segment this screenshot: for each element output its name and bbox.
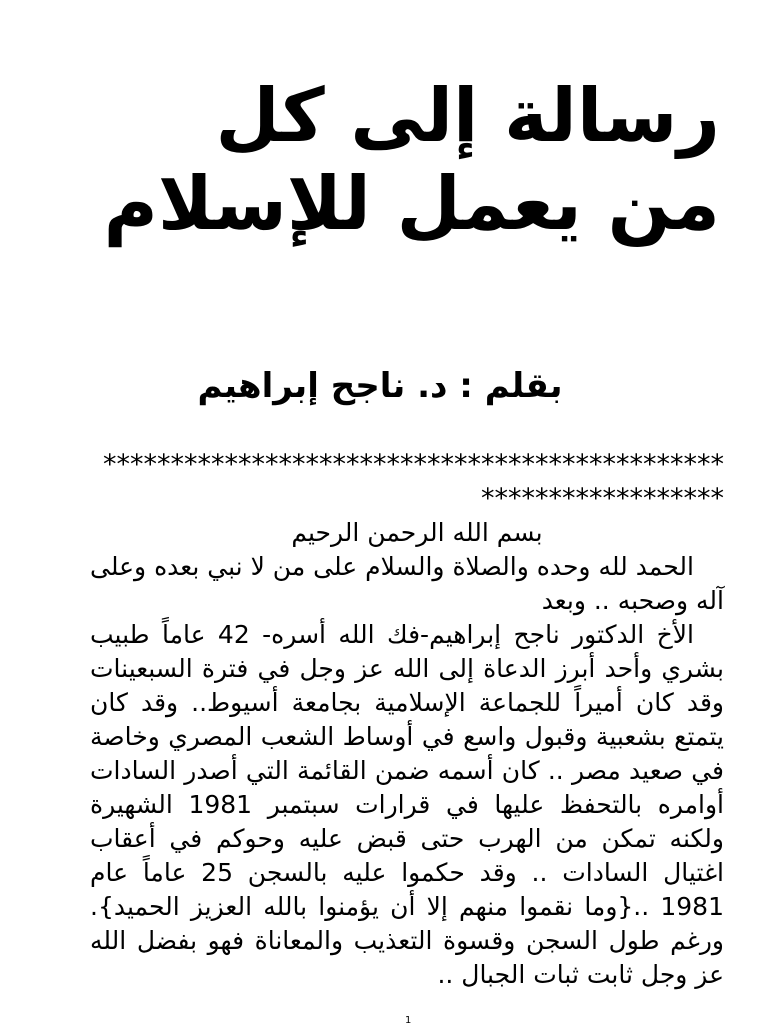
page-number: 1 bbox=[405, 1015, 412, 1024]
separator-line: **************************************************************** bbox=[103, 449, 724, 514]
basmala: بسم الله الرحمن الرحيم bbox=[291, 518, 543, 547]
paragraph-main: الأخ الدكتور ناجح إبراهيم-فك الله أسره- 42 عاماً طبيب بشري وأحد أبرز الدعاة إلى الله عز وجل في فترة السبعينات وقد كان أميراً للجماعة الإسلامية بجامعة أسيوط.. وقد كان يتمتع بشعبية وقبول واسع في أوساط الشعب المصري وخاصة في صعيد مصر .. كان أسمه ضمن القائمة التي أصدر السادات أوامره بالتحفظ عليها في قرارات سبتمبر 1981 الشهيرة ولكنه تمكن من الهرب حتى قبض عليه وحوكم في أعقاب اغتيال السادات .. وقد حكموا عليه بالسجن 25 عاماً عام 1981 ..{وما نقموا منهم إلا أن يؤمنوا بالله العزيز الحميد}. ورغم طول السجن وقسوة التعذيب والمعاناة فهو بفضل الله عز وجل ثابت ثبات الجبال .. bbox=[90, 620, 725, 989]
author-line: بقلم : د. ناجح إبراهيم bbox=[197, 366, 563, 406]
body-text bbox=[90, 516, 724, 992]
paragraph-intro: الحمد لله وحده والصلاة والسلام على من لا نبي بعده وعلى آله وصحبه .. وبعد bbox=[90, 552, 724, 615]
document-title: رسالة إلى كل من يعمل للإسلام bbox=[103, 73, 720, 247]
